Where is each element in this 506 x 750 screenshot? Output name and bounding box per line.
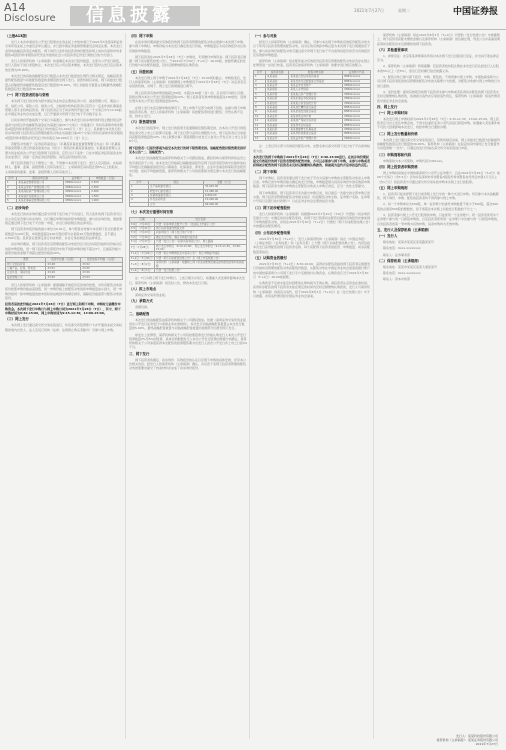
table-header-cell: 证券账户 xyxy=(64,177,90,181)
body-paragraph: 1、投资者只能选择网下发行或者网上发行中的一种方式进行申购。所有参与本次战略配售、网下询价、申购、配售的投资者均不得再参与网上申购。 xyxy=(377,191,499,201)
body-paragraph: 以初步询价开始前两个交易日为基准日，参与本次发行初步询价的科创主题封闭运作基金与封闭运作战略配售基金在该基准日前20个交易日（含基准日）所持有深圳市场非限售A股股份和非限售存托凭证日均市值应为1,000万元（含）以上。其他参与本次发行的初步询价网下投资者及其管理的配售对象在该基准日前20个交易日所持有深圳市场非限售A股股份和非限售存托凭证日均市值应为6,000万元（含）以上。 xyxy=(5,118,123,140)
table-cell: 2 xyxy=(254,79,266,83)
table-cell: 刊登《初步询价及推介公告》《创业板上市提示公告》 xyxy=(155,222,247,226)
body-paragraph: 本次网上发行通过深交所交易系统进行，回拨机制启动前，网上初始发行数量为扣除最终战略配售数量后发行数量的30.00%。保荐机构（主承销商）在指定时间内将网上发行数量作为该股票唯一“卖方”，以确定的发行价格在深交所交易系统进行申报。 xyxy=(377,137,501,151)
body-paragraph: 本次网下发行的对象为经中国证券业协会注册的证券公司、基金管理公司、期货公司、信托公司、保险公司、财务公司、合格境外机构投资者以及符合一定条件的私募基金管理人等专业机构投资者。网下投资者应当于初步询价开始日前一个交易日中午12:00前在中国证券业协会完成注册，且已开通深交所网下发行电子平台数字证书。 xyxy=(5,99,123,117)
table-cell: 2,500 xyxy=(90,185,123,189)
section-heading: （四）网下申购 xyxy=(129,34,153,38)
body-paragraph: 联系人：证券事务部 xyxy=(383,252,411,257)
table-header-cell: 配售对象名称 xyxy=(289,70,343,74)
table-cell: 某某财产保险自有资金 xyxy=(289,119,343,123)
footer-issuer: 发行人：某某科技股份有限公司 xyxy=(455,734,498,738)
table-cell: B883xxxxxx xyxy=(343,110,371,114)
table-cell: 基金管理公司 xyxy=(6,275,46,279)
table-cell: B883xxxxxx xyxy=(343,75,371,79)
body-paragraph: 注：上表仅列示部分有效报价配售对象，完整名单以深交所网下发行电子平台查询结果为准。 xyxy=(253,144,371,153)
body-paragraph: 发行人和保荐机构（主承销商）协商确定本次发行股份数量，全部为公开发行新股，发行人股东不进行老股转让。本次发行后公司总股本增加，本次发行股份占发行后总股本的比例为25.00%。 xyxy=(5,59,123,72)
table-cell: 11 xyxy=(254,119,266,123)
data-table xyxy=(253,70,371,142)
table-row xyxy=(6,275,123,279)
body-paragraph: 网下投资者在2021年7月28日（T日）申购时，无需缴付申购资金。网下投资者应根据《网下初步配售结果公告》，于2021年7月30日（T+2日）16:00前，按最终确定的发行价格与初步配售数量，及时足额缴纳新股认购资金。 xyxy=(129,54,247,68)
table-cell: 23.48 xyxy=(46,262,81,266)
section-heading: （五）认购资金的缴付 xyxy=(253,255,287,260)
table-cell: 15,000.00 xyxy=(203,198,246,202)
table-cell: 营销网络建设项目 xyxy=(148,193,203,197)
table-header-cell: 项目 xyxy=(148,180,203,184)
table-cell: T+2日（7月30日） xyxy=(131,256,155,260)
table-cell: 2 xyxy=(130,189,149,193)
table-row xyxy=(130,244,247,252)
body-paragraph: 认购资金不足或未能及时到账的认购均视为无效认购。请投资者注意资金在途时间。获得初步配售的网下投资者未能在规定的时间内及时足额缴纳认购款的，发行人与保荐机构（主承销商）将视其为违约，将于2021年8月3日（T+4日）在《发行结果公告》中予以披露，并将违约情况报中国证券业协会备案。 xyxy=(253,281,371,298)
table-cell: 刊登《网下初步配售结果公告》及《网上中签结果公告》 xyxy=(155,256,247,260)
table-cell: 网下发行申购日（9:30-15:00）、网上发行申购日（9:15-11:30，13:00-15:00） xyxy=(155,244,247,252)
header-weekday: 星期二 xyxy=(398,8,410,13)
emphasized-paragraph: 本次发行的网下申购将于2021年7月28日（T日）9:30-15:00进行。在初步询价期间提交有效报价的网下投资者管理的配售对象，方可且必须参与网下申购，未参与申购或者获得初步配售的网下投资者未及时足额缴纳认购款的，将被视为违约并应承担违约责任。 xyxy=(253,154,371,168)
table-cell: 某某人寿传统险 xyxy=(289,88,343,92)
table-row xyxy=(254,119,371,123)
table-header-cell: 申购数量（万股） xyxy=(90,177,123,181)
table-cell: 某某集合资产管理计划 xyxy=(289,92,343,96)
body-paragraph: 发行人本次申请首次公开发行股票并在创业板上市的申请已于2021年3月经深圳证券交易所创业板上市委员会审议通过，并已经中国证券监督管理委员会同意注册。本次发行采用向战略投资者定向配售、网下向符合条件的投资者询价配售和网上向持有深圳市场非限售A股股份和非限售存托凭证市值的社会公众投资者定价发行相结合的方式进行。 xyxy=(5,40,123,57)
table-cell: 初步询价日（网下发行电子平台） xyxy=(155,231,247,235)
table-cell xyxy=(130,202,149,206)
table-cell: 2,500 xyxy=(90,181,123,185)
section-heading: （六）其他重要事项 xyxy=(377,47,408,52)
body-paragraph: 网下投资者申报价格的最小单位为0.01元，单个配售对象参与本次网下发行的最低申报数量为100万股，申报数量超过100万股的部分必须是10万股的整数倍，且不超过2,500万股。投资者应按规定进行初步询价，并自行承担相应的法律责任。 xyxy=(5,227,123,240)
table-cell: 0899xxxxxx xyxy=(64,194,90,198)
table-cell: 13 xyxy=(254,128,266,132)
table-cell: 网下全部投资者 xyxy=(6,262,46,266)
body-paragraph: 注：T日为网上网下发行申购日。上述日期为交易日，如遇重大突发事件影响本次发行，保荐机构（主承销商）将及时公告，修改本次发行日程。 xyxy=(129,276,245,285)
table-cell: 4 xyxy=(254,88,266,92)
table-cell: 12,480.00 xyxy=(203,189,246,193)
column-divider xyxy=(249,33,250,739)
table-cell: 23.50 xyxy=(46,275,81,279)
body-paragraph: 在网上发行未获足额申购的情况下，网上申购不足部分向网下回拨，由参与网下申购的投资者认购，发行人和保荐机构（主承销商）将按配售原则进行配售；仍然认购不足的，则中止发行。 xyxy=(129,105,247,119)
body-paragraph: 发行人和保荐机构（主承销商）将根据2021年7月20日（T-6日）刊登的《初步询价及推介公告》中确定的初步配售原则，将网下发行股票初步配售给提供有效报价并参加网下申购的配售对象，并将在2021年7月30日（T+2日）刊登的《网下初步配售结果公告》中披露初步配售情况。 xyxy=(253,211,371,229)
body-paragraph: 本次发行的战略配售由保荐机构相关子公司跟投组成，跟投机构为保荐机构依法设立的另类投资子公司。如本次发行价格超过剔除最高报价后网下投资者报价的中位数和加权平均数以及剔除最高报价后公募基金、社保基金、养老金、企业年金基金和保险资金报价中位数、加权平均数孰低值，保荐机构相关子公司将按照相关规定参与本次发行的战略配售。 xyxy=(129,156,247,178)
table-cell: 3 xyxy=(130,193,149,197)
page-header xyxy=(0,0,506,30)
table-cell: 0899xxxxxx xyxy=(64,190,90,194)
table-header-cell: 报价加权平均数（元/股） xyxy=(81,258,123,262)
data-table xyxy=(129,217,247,273)
table-cell: 4 xyxy=(6,194,17,198)
body-paragraph: 保荐机构（主承销商）将在配售前对有效报价投资者及管理的配售对象是否存在禁止性情形进一步进行核查，投资者应按保荐机构（主承销商）的要求进行相应的配合。 xyxy=(253,59,371,68)
table-cell: 6 xyxy=(254,97,266,101)
body-paragraph: 余额包销。 xyxy=(135,305,151,310)
table-cell: 1,500 xyxy=(90,194,123,198)
table-cell: 某某证券 xyxy=(266,114,289,118)
body-paragraph: 3、配售对象已参与网下报价、申购、配售的，不得再参与网上申购。中国结算深圳分公司以网下投资者报送的其管理的配售对象的关联账户为依据，对配售对象参与网上申购的行为进行监控。 xyxy=(377,75,501,88)
body-paragraph: 网上申购时间前在中国结算深圳分公司开立证券账户、且在2021年7月26日（T-2日）前20个交易日（含T-2日）日均持有深圳市场非限售A股股份和非限售存托凭证市值1万元以上（含1万元）的投资者方可通过深交所交易系统申购本次网上发行的股票。 xyxy=(377,170,500,184)
table-cell: 某某投资 xyxy=(266,97,289,101)
page-code: A14 xyxy=(4,1,26,14)
footer-date: 2021年7月27日 xyxy=(475,742,498,746)
table-cell: 某某价值发现混合基金 xyxy=(289,110,343,114)
table-cell: B883xxxxxx xyxy=(343,79,371,83)
table-cell: 2,000 xyxy=(90,190,123,194)
text-column-2 xyxy=(129,33,247,739)
header-divider xyxy=(0,29,506,30)
body-paragraph: 本次发行的初步询价通过深交所网下发行电子平台进行，符合条件的网下投资者可以自主决定是否参与初步询价，自行确定申购价格和拟申购数量。参与初步询价的，须按照规定通过网下发行电子平台统一申报，并自行承担相应的法律责任。 xyxy=(5,212,123,226)
table-cell: 生产基地建设项目 xyxy=(148,185,203,189)
body-paragraph: 网下申购时，投资者需通过网下发行电子平台为其参与申购的全部配售对象录入申购记录。申购记录中申购价格为确定的发行价格，申购数量须为其初步询价中的有效拟申购数量。网下投资者为参与申购的全部配售对象录入申购记录后，应当一次性全部提交。 xyxy=(253,175,371,189)
table-cell: 某某资管定向计划 xyxy=(289,114,343,118)
table-cell: 0899xxxxxx xyxy=(343,88,371,92)
table-cell: 确定发行价格、确定有效报价投资者 xyxy=(155,235,247,239)
table-header-cell: 序号 xyxy=(130,180,149,184)
text-column-1 xyxy=(5,33,123,739)
table-cell: 某某科技创新混合基金 xyxy=(289,132,343,136)
table-cell: 23.52 xyxy=(81,262,123,266)
table-cell: 某某稳健增长私募基金 xyxy=(289,128,343,132)
table-cell: 某某信托 xyxy=(266,101,289,105)
body-paragraph: 发行人和保荐机构（主承销商）根据剔除无效报价后的询价结果，对所有配售对象的报价按照申购价格由高到低、同一申购价格上按配售对象的拟申购数量由小到大、同一申购价格同一拟申购数量的按申报时间由晚到早的顺序排序，剔除报价最高部分配售对象的报价。 xyxy=(5,283,123,301)
section-heading: （一）参与对象 xyxy=(253,34,277,38)
table-cell: 0899xxxxxx xyxy=(64,199,90,203)
table-cell: 0899xxxxxx xyxy=(343,128,371,132)
table-cell: 某某基金 xyxy=(266,132,289,136)
table-cell: 公募产品、社保、养老金 xyxy=(6,266,46,270)
table-header-cell: 报价中位数（元/股） xyxy=(46,258,81,262)
table-row xyxy=(130,261,247,269)
table-cell: 刊登《发行结果公告》 xyxy=(155,269,247,273)
table-cell: 0899xxxxxx xyxy=(64,181,90,185)
table-cell: 0899xxxxxx xyxy=(343,136,371,140)
section-heading: （上接A13版） xyxy=(5,34,30,38)
body-paragraph: 1、律师见证：北京某某律师事务所将对本次网下发行过程进行见证，并出具专项法律意见书。 xyxy=(377,53,499,63)
table-cell: 某某基金 xyxy=(266,110,289,114)
table-cell: 某某私募基金管理有限公司 xyxy=(17,199,64,203)
table-row xyxy=(254,79,371,83)
table-header-cell: 发行安排 xyxy=(155,218,247,222)
table-cell: 研发中心建设项目 xyxy=(148,189,203,193)
table-cell: 某某成长精选混合基金 xyxy=(289,106,343,110)
data-table xyxy=(129,180,247,207)
table-cell: 0899xxxxxx xyxy=(343,101,371,105)
section-heading: （四）网上投资者申购资格 xyxy=(377,164,418,169)
body-paragraph: 网上投资者有效申购倍数超过50倍、未超过100倍（含）的，应从网下向网上回拨，回拨比例为本次公开发行股票数量的10%；网上投资者有效申购倍数超过100倍的，回拨比例为本次公开发行股票数量的20%。 xyxy=(129,90,247,104)
body-paragraph: 深圳证券交易所创业板。 xyxy=(135,293,169,298)
body-paragraph: 联系电话：0xxx-xxxxxxxx xyxy=(383,246,421,251)
body-paragraph: 联系电话：0xxx-xxxxxxxx xyxy=(383,271,421,276)
table-header-cell: 类型 xyxy=(6,258,46,262)
table-cell: 某某保险 xyxy=(266,119,289,123)
section-heading: （一）网下投资者的参与资格 xyxy=(5,93,50,98)
table-cell: T+4日（8月3日） xyxy=(131,269,153,273)
table-cell: 12 xyxy=(254,123,266,127)
table-cell: 某某投资 xyxy=(266,128,289,132)
table-cell: 保荐机构（主承销商）根据网上网下资金到账情况确定最终配售结果和包销金额 xyxy=(155,261,247,269)
body-paragraph: 申购简称为本公司简称，申购代码为301xxx。 xyxy=(383,158,446,163)
footer-underwriter: 保荐机构（主承销商）：某某证券股份有限公司 xyxy=(436,738,498,742)
table-cell: 23.53 xyxy=(81,275,123,279)
table-cell: 10 xyxy=(254,114,266,118)
text-column-4 xyxy=(377,33,501,739)
section-heading: （六）限售期安排 xyxy=(129,120,157,125)
table-header-cell: 金额（万元） xyxy=(203,180,246,184)
page-footer xyxy=(436,734,498,746)
table-cell: 1 xyxy=(6,181,17,185)
table-cell: 某某基金 xyxy=(266,75,289,79)
table-cell: 合计 xyxy=(148,202,203,206)
emphasized-paragraph: 网下投资者一旦报价即视为接受本次发行的网下限售期安排。战略配售股份限售期安排详见本公告“二、战略配售”。 xyxy=(129,145,247,154)
table-cell: 23.50 xyxy=(81,271,123,275)
table-row xyxy=(254,101,371,105)
table-cell: 7 xyxy=(254,101,266,105)
table-cell: 某某基金 xyxy=(266,106,289,110)
body-paragraph: 经发行人和保荐机构（主承销商）确认，可参与本次网下申购的有效报价配售对象为以下所列示投资者管理的配售对象，其对应的有效拟申购总量为本次网下发行规模的若干倍。参与初步询价的配售对象可通过深交所网下发行电子平台查询其报价是否为有效报价及有效拟申购数量。 xyxy=(253,40,371,57)
table-cell: 1 xyxy=(130,185,149,189)
table-cell: 某某混合型证券投资基金 xyxy=(289,75,343,79)
section-title: 信息披露 xyxy=(86,5,174,26)
table-cell: T+1日（7月29日） xyxy=(131,252,155,256)
body-paragraph: 保荐机构（主承销商）将在2021年8月3日（T+4日）刊登的《发行结果公告》中披露网上、网下投资者获配未缴款金额以及保荐机构（主承销商）的包销比例，列表公示并着重说明获得初步配售但未足额缴款的网下投资者。 xyxy=(377,33,501,46)
table-cell: 0899xxxxxx xyxy=(343,119,371,123)
table-cell: 14 xyxy=(254,132,266,136)
section-heading: （三）申购简称和代码 xyxy=(377,152,411,157)
table-cell: 0899xxxxxx xyxy=(343,84,371,88)
table-cell: 69,900.00 xyxy=(203,202,246,206)
table-cell: 0899xxxxxx xyxy=(343,92,371,96)
table-cell: T-5日（7月21日） xyxy=(131,226,153,230)
table-cell: T-6日（7月20日） xyxy=(131,222,153,226)
table-cell: 23.55 xyxy=(81,266,123,270)
table-cell: 23.49 xyxy=(46,271,81,275)
table-cell: 某某证券资产管理计划 xyxy=(289,136,343,140)
section-heading: （二）初步询价 xyxy=(5,206,29,211)
section-heading: （三）网下初步配售股份 xyxy=(253,205,291,210)
table-cell: B883xxxxxx xyxy=(343,106,371,110)
table-cell: 35,620.00 xyxy=(203,185,246,189)
section-heading: 二、战略配售 xyxy=(129,311,150,316)
table-cell: 某某保险 xyxy=(266,88,289,92)
newspaper-masthead: 中国证券报 xyxy=(452,7,498,17)
table-cell: 3 xyxy=(254,84,266,88)
table-row xyxy=(254,136,371,140)
table-cell: 刊登《网上申购情况及中签率公告》、网上申购摇号抽签 xyxy=(155,252,247,256)
section-heading: （二）保荐机构（主承销商） xyxy=(377,258,422,263)
section-heading: （五）网上申购规则 xyxy=(377,185,408,190)
emphasized-paragraph: 投资者请按此价格在2021年7月28日（T日）进行网上和网下申购，申购时无需缴付申购资金。本次网下发行申购日与网上申购日同为2021年7月28日（T日），其中，网下申购时间为9:30-15:00，网上申购时间为9:15-11:30，13:00-15:00。 xyxy=(5,302,121,315)
table-cell: 某某基金 xyxy=(266,79,289,83)
body-paragraph: 3、投资者参与网上公开发行股票的申购，只能使用一个证券账户。同一投资者使用多个证券账户参与同一只新股申购的，以及投资者使用同一证券账户多次参与同一只新股申购的，以该投资者的第一笔申购为有效申购，其余申购均为无效申购。 xyxy=(377,213,501,226)
section-heading: 五、发行人及保荐机构（主承销商） xyxy=(377,227,432,232)
header-date: 2021年7月27日 xyxy=(354,8,384,13)
table-cell: 5 xyxy=(254,92,266,96)
table-cell: 0899xxxxxx xyxy=(343,114,371,118)
body-paragraph: 若配售对象属于《证券投资基金法》《私募投资基金监督管理暂行办法》和《私募投资基金管理人登记和基金备案办法（试行）》规范的私募投资基金的，私募基金管理人注册为创业板首次公开发行股票网下投资者，应符合以下条件：已在中国证券投资基金业协会完成登记；具备一定的证券投资经验；具有良好的信用记录。 xyxy=(5,141,123,159)
table-header-cell: 序号 xyxy=(254,70,266,74)
section-heading: （一）发行人 xyxy=(377,233,398,238)
table-header-cell: 日期 xyxy=(130,218,155,222)
table-cell: 某某证券 xyxy=(266,84,289,88)
table-cell: 0899xxxxxx xyxy=(64,185,90,189)
body-paragraph: 如发生上述情形，保荐机构相关子公司将按照股票发行价格认购发行人本次公开发行股票数量2%至5%的股票，具体比例根据发行人本次公开发行股票的规模分档确定。保荐机构相关子公司承诺获得本次配售的股票限售期为自发行人首次公开发行并上市之日起24个月。 xyxy=(129,332,247,350)
table-cell: 某某基金管理有限公司 xyxy=(17,181,64,185)
section-heading: （三）网上发行 xyxy=(5,317,29,322)
section-heading: （五）回拨机制 xyxy=(129,69,153,74)
table-cell: T-2日（7月26日） xyxy=(131,235,153,239)
body-paragraph: 本次发行网上网下申购于2021年7月28日（T日）15:00同时截止。申购结束后，发行人和保荐机构（主承销商）将根据网上申购情况于2021年7月28日（T日）决定是否启动回拨机制，对网下、网上发行的规模进行调节。 xyxy=(129,75,247,89)
body-paragraph: 网下投资者的确定、初步询价、有效报价的认定以及网下申购的具体安排，详见本公告相关内容。经发行人和保荐机构（主承销商）确认，共有若干家网下投资者管理的配售对象按照要求提交了核查材料并完成了初步询价报价。 xyxy=(129,357,247,371)
table-cell: 某某保险资产管理有限公司 xyxy=(17,190,64,194)
section-heading: （二）网上发行数量和价格 xyxy=(377,131,418,136)
table-row xyxy=(130,202,247,206)
section-heading: 三、网下发行 xyxy=(129,351,150,356)
column-divider xyxy=(125,33,126,739)
table-row xyxy=(130,269,247,273)
body-paragraph: 本次发行的战略配售由保荐机构相关子公司跟投组成。依据《深圳证券交易所创业板首次公开发行证券发行与承销业务实施细则》，本次发行初始战略配售数量占本次发行数量的5.00%，最终战略配售数量与初始战略配售数量的差额部分回拨至网下发行。 xyxy=(129,317,247,331)
body-paragraph: 在初步询价期间提交有效报价的网下投资者管理的配售对象必须参与本次网下申购。参与网下申购时，申购价格为本次发行确定的发行价格，申购数量应为其有效报价对应的有效拟申购数量。 xyxy=(129,40,247,53)
table-cell: 8 xyxy=(254,106,266,110)
table-cell: 某某基金 xyxy=(266,123,289,127)
table-cell: 某某证券自营账户 xyxy=(289,84,343,88)
table-header-cell: 配售对象名称 xyxy=(17,177,64,181)
table-header-cell: 证券账户代码 xyxy=(343,70,371,74)
table-cell: 15 xyxy=(254,136,266,140)
section-heading: （九）承销方式 xyxy=(129,299,153,304)
table-cell: 23.51 xyxy=(46,266,81,270)
section-heading: （二）网下申购 xyxy=(253,169,277,174)
table-cell: 某某资管 xyxy=(266,92,289,96)
table-cell: T-1日（7月27日） xyxy=(131,240,153,244)
table-cell: 2 xyxy=(6,185,17,189)
body-paragraph: 网下投资者属于以下情形之一的，不得参与本次网下发行：发行人及其股东、实际控制人、董事、监事、高级管理人员和其他员工；主承销商及其持股比例5%以上的股东，主承销商的董事、监事、高级管理人员和其他员工。 xyxy=(5,161,123,174)
table-cell: 某某证券资产管理有限公司 xyxy=(17,185,64,189)
table-row xyxy=(254,110,371,114)
body-paragraph: 本次发行的股票中，网上发行的股票无流通限制及限售期安排，自本次公开发行的股票在深交所上市之日起即可流通。网下发行部分采用比例限售方式，网下投资者应当承诺其获配股票数量的10%（向上取整计算）限售期限为自发行人首次公开发行并上市之日起6个月。 xyxy=(129,126,247,144)
table-cell: 某某养老目标基金 xyxy=(289,123,343,127)
table-row xyxy=(254,97,371,101)
table-cell: 企业年金、保险资金 xyxy=(6,271,46,275)
table-cell: 1,000 xyxy=(90,199,123,203)
table-cell: 网下投资者提交核查文件 xyxy=(155,226,247,230)
table-row xyxy=(6,199,123,203)
table-cell: 3 xyxy=(6,190,17,194)
section-heading: 四、网上发行 xyxy=(377,104,398,109)
table-header-row xyxy=(6,258,123,262)
section-heading: （八）拟上市地点 xyxy=(129,287,157,292)
table-cell: 4 xyxy=(130,198,149,202)
body-paragraph: 2、每一个申购单位为500股，单一证券账户的委托申购数量不得少于500股，超过500股的必须是500股的整数倍，但不得超过本次网上初始发行股数的千分之一。 xyxy=(377,202,499,211)
table-cell: 1 xyxy=(254,75,266,79)
table-cell: 某某集合资金信托计划 xyxy=(289,101,343,105)
table-cell: 某某私募证券投资基金 xyxy=(289,97,343,101)
body-paragraph: 联系人：资本市场部 xyxy=(383,277,411,282)
body-paragraph: 本次网上发行通过深交所交易系统进行，持有深交所股票账户卡并开通创业板交易权限的境内自然人、法人及其它机构（法律、法规禁止购买者除外）可参与网上申购。 xyxy=(5,323,123,332)
body-paragraph: 本次发行网上申购时间为2021年7月28日（T日）9:15-11:30、13:00-15:00。网上投资者应当自主表达申购意向，不得全权委托证券公司代其进行新股申购。如遇重大突发事件或不可抗力因素影响本次发行，则按申购当日通知办理。 xyxy=(377,116,501,130)
body-paragraph: 网下申购期间，网下投资者可多次提交申购记录，但以最后一次提交的全部申购记录为准。网下投资者管理的配售对象相关信息（包括配售对象全称、证券账户名称、证券账户号码以及银行收付款账户）以在证券业协会注册的信息为准。 xyxy=(253,190,371,204)
table-cell: T+3日（8月2日） xyxy=(130,261,155,269)
table-cell: 5 xyxy=(6,199,17,203)
table-cell: 6,800.00 xyxy=(203,193,246,197)
section-heading: （一）网上申购时间 xyxy=(377,110,408,115)
data-table xyxy=(5,176,123,203)
body-paragraph: 本次发行的初始战略配售发行数量占本次发行数量的比例符合相关规定，战略投资者最终配售数量与初始配售数量的差额回拨至网下发行。回拨机制启动前，网下初始发行数量占扣除最终战略配售数量后发行数量的70.00%，网上初始发行数量占扣除最终战略配售数量后发行数量的30.00%。 xyxy=(5,74,123,91)
table-cell: T-3日（7月23日） xyxy=(131,231,153,235)
section-heading: （四）公布初步配售结果 xyxy=(253,230,291,235)
section-heading: （七）本次发行重要时间安排 xyxy=(129,210,174,215)
text-column-3 xyxy=(253,33,371,739)
data-table xyxy=(5,257,123,280)
table-cell: 某某优选灵活配置混合型基金 xyxy=(289,79,343,83)
table-cell: B883xxxxxx xyxy=(343,132,371,136)
body-paragraph: 联系地址：某某市某某区某某路某某号 xyxy=(383,239,435,244)
table-cell: B883xxxxxx xyxy=(343,123,371,127)
table-cell: 某某信托有限责任公司 xyxy=(17,194,64,198)
column-divider xyxy=(373,33,374,739)
table-cell: 某某证券 xyxy=(266,136,289,140)
table-row xyxy=(254,132,371,136)
table-cell: 刊登《发行公告》《投资风险特别公告》、网上路演 xyxy=(155,240,247,244)
body-paragraph: 2、保荐机构（主承销商）特别提醒：若投资者的持股比例在本次发行后达到发行人总股本的5%以上（含5%），需自行及时履行信息披露义务。 xyxy=(377,64,499,73)
table-header-cell: 序号 xyxy=(6,177,17,181)
body-paragraph: 2021年7月30日（T+2日），发行人和保荐机构（主承销商）将在《中国证券报》《上海证券报》《证券时报》和《证券日报》上刊登《网下初步配售结果公告》，内容包括本次发行获得配售的网下投资者名称、每个获配网下投资者的报价、申购数量、初步获配数量等信息。 xyxy=(253,236,371,254)
table-row xyxy=(254,75,371,79)
table-cell: 0899xxxxxx xyxy=(343,97,371,101)
table-cell: 9 xyxy=(254,110,266,114)
body-paragraph: 4、违约处理：提供有效报价的网下投资者未参与申购或者获得初步配售的网下投资者未及时足额缴纳认购款的，将被视为违约并应承担违约责任，保荐机构（主承销商）将违约情况报中国证券业协会备案。 xyxy=(377,89,501,103)
body-paragraph: 联系地址：某某市某某区某某大道某某号 xyxy=(383,264,438,269)
body-paragraph: 初步询价期间，网下投资者及其管理的配售对象报价应当包含每股价格和该价格对应的拟申购股数，同一网下投资者全部报价中的不同拟申购价格不超过3个，且最高价格与最低价格的差额不得超过最低价格的20%。 xyxy=(5,242,123,255)
table-cell: T日（7月28日） xyxy=(130,244,155,252)
body-paragraph: 2021年7月30日（T+2日）8:30-16:00，获得初步配售资格的网下投资者应根据发行价格和其管理的配售对象获配股份数量，从配售对象在中国证券业协会备案的银行账户向中国结算深圳分公司网下发行专户足额划付认购资金，认购资金应当于2021年7月30日（T+2日）16:00前到账。 xyxy=(253,261,371,279)
table-header-cell: 投资者名称 xyxy=(266,70,289,74)
section-name-en: Disclosure xyxy=(4,13,56,24)
table-cell: 补充流动资金 xyxy=(148,198,203,202)
